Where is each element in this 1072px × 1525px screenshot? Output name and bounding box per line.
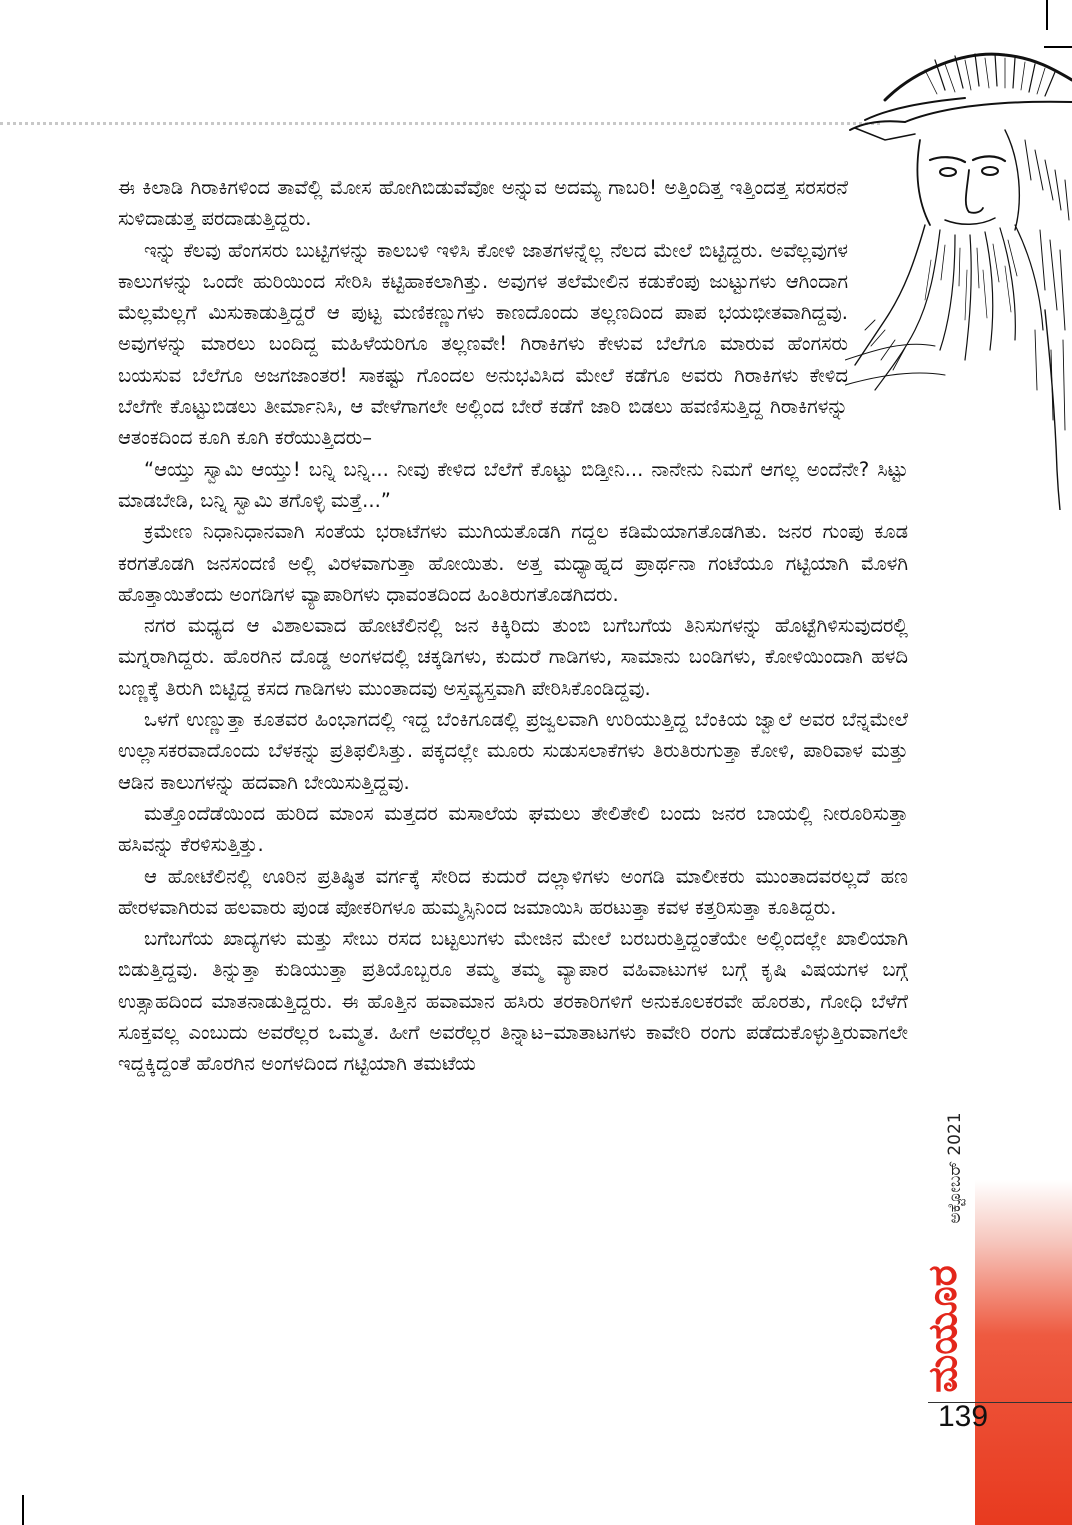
article-paragraph: ನಗರ ಮಧ್ಯದ ಆ ವಿಶಾಲವಾದ ಹೋಟೆಲಿನಲ್ಲಿ ಜನ ಕಿಕ್ಕಿರಿದು ತುಂಬಿ ಬಗೆಬಗೆಯ ತಿನಿಸುಗಳನ್ನು ಹೊಟ್ಟೆಗಿಳಿಸುವುದರಲ್ಲಿ ಮಗ್ನರಾಗಿದ್ದರು. ಹೊರಗಿನ ದೊಡ್ಡ ಅಂಗಳದಲ್ಲಿ ಚಕ್ಕಡಿಗಳು, ಕುದುರೆ ಗಾಡಿಗಳು, ಸಾಮಾನು ಬಂಡಿಗಳು, ಕೋಳಿಯಿಂದಾಗಿ ಹಳದಿ ಬಣ್ಣಕ್ಕೆ ತಿರುಗಿ ಬಿಟ್ಟಿದ್ದ ಕಸದ ಗಾಡಿಗಳು ಮುಂತಾದವು ಅಸ್ತವ್ಯಸ್ತವಾಗಿ ಪೇರಿಸಿಕೊಂಡಿದ್ದವು. (118, 614, 908, 700)
article-paragraph: ಮತ್ತೊಂದೆಡೆಯಿಂದ ಹುರಿದ ಮಾಂಸ ಮತ್ತದರ ಮಸಾಲೆಯ ಘಮಲು ತೇಲಿತೇಲಿ ಬಂದು ಜನರ ಬಾಯಲ್ಲಿ ನೀರೂರಿಸುತ್ತಾ ಹಸಿವನ್ನು ಕೆರಳಿಸುತ್ತಿತ್ತು. (118, 801, 908, 857)
page-number: 139 (938, 1400, 989, 1433)
magazine-color-block (975, 1180, 1072, 1525)
article-paragraph: ಆ ಹೋಟೆಲಿನಲ್ಲಿ ಊರಿನ ಪ್ರತಿಷ್ಠಿತ ವರ್ಗಕ್ಕೆ ಸೇರಿದ ಕುದುರೆ ದಲ್ಲಾಳಿಗಳು ಅಂಗಡಿ ಮಾಲೀಕರು ಮುಂತಾದವರಲ್ಲದೆ ಹಣ ಹೇರಳವಾಗಿರುವ ಹಲವಾರು ಪುಂಡ ಪೋಕರಿಗಳೂ ಹುಮ್ಮಸ್ಸಿನಿಂದ ಜಮಾಯಿಸಿ ಹರಟುತ್ತಾ ಕವಳ ಕತ್ತರಿಸುತ್ತಾ ಕೂತಿದ್ದರು. (118, 864, 908, 919)
article-paragraph: ಕ್ರಮೇಣ ನಿಧಾನಿಧಾನವಾಗಿ ಸಂತೆಯ ಭರಾಟೆಗಳು ಮುಗಿಯತೊಡಗಿ ಗದ್ದಲ ಕಡಿಮೆಯಾಗತೊಡಗಿತು. ಜನರ ಗುಂಪು ಕೂಡ ಕರಗತೊಡಗಿ ಜನಸಂದಣಿ ಅಲ್ಲಿ ವಿರಳವಾಗುತ್ತಾ ಹೋಯಿತು. ಅತ್ತ ಮಧ್ಯಾಹ್ನದ ಪ್ರಾರ್ಥನಾ ಗಂಟೆಯೂ ಗಟ್ಟಿಯಾಗಿ ಮೊಳಗಿ ಹೊತ್ತಾಯಿತೆಂದು ಅಂಗಡಿಗಳ ವ್ಯಾಪಾರಿಗಳು ಧಾವಂತದಿಂದ ಹಿಂತಿರುಗತೊಡಗಿದರು. (118, 520, 908, 606)
article-paragraph: ಈ ಕಿಲಾಡಿ ಗಿರಾಕಿಗಳಿಂದ ತಾವೆಲ್ಲಿ ಮೋಸ ಹೋಗಿಬಿಡುವೆವೋ ಅನ್ನುವ ಅದಮ್ಯ ಗಾಬರಿ! ಅತ್ತಿಂದಿತ್ತ ಇತ್ತಿಂದತ್ತ ಸರಸರನೆ ಸುಳಿದಾಡುತ್ತ ಪರದಾಡುತ್ತಿದ್ದರು. (118, 176, 848, 231)
crop-mark-bottom-left (22, 1495, 24, 1525)
article-paragraph: ಬಗೆಬಗೆಯ ಖಾದ್ಯಗಳು ಮತ್ತು ಸೇಬು ರಸದ ಬಟ್ಟಲುಗಳು ಮೇಜಿನ ಮೇಲೆ ಬರಬರುತ್ತಿದ್ದಂತೆಯೇ ಅಲ್ಲಿಂದಲ್ಲೇ ಖಾಲಿಯಾಗಿ ಬಿಡುತ್ತಿದ್ದವು. ತಿನ್ನುತ್ತಾ ಕುಡಿಯುತ್ತಾ ಪ್ರತಿಯೊಬ್ಬರೂ ತಮ್ಮ ತಮ್ಮ ವ್ಯಾಪಾರ ವಹಿವಾಟುಗಳ ಬಗ್ಗೆ ಕೃಷಿ ವಿಷಯಗಳ ಬಗ್ಗೆ ಉತ್ಸಾಹದಿಂದ ಮಾತನಾಡುತ್ತಿದ್ದರು. ಈ ಹೊತ್ತಿನ ಹವಾಮಾನ ಹಸಿರು ತರಕಾರಿಗಳಿಗೆ ಅನುಕೂಲಕರವೇ ಹೊರತು, ಗೋಧಿ ಬೆಳೆಗೆ ಸೂಕ್ತವಲ್ಲ ಎಂಬುದು ಅವರೆಲ್ಲರ ಒಮ್ಮತ. ಹೀಗೆ ಅವರೆಲ್ಲರ ತಿನ್ನಾಟ–ಮಾತಾಟಗಳು ಕಾವೇರಿ ರಂಗು ಪಡೆದುಕೊಳ್ಳುತ್ತಿರುವಾಗಲೇ ಇದ್ದಕ್ಕಿದ್ದಂತೆ ಹೊರಗಿನ ಅಂಗಳದಿಂದ ಗಟ್ಟಿಯಾಗಿ ತಮಟೆಯ (118, 927, 908, 1076)
crop-mark-top-right (1046, 0, 1048, 30)
article-body (118, 172, 908, 1080)
article-paragraph: ಇನ್ನು ಕೆಲವು ಹೆಂಗಸರು ಬುಟ್ಟಿಗಳನ್ನು ಕಾಲಬಳಿ ಇಳಿಸಿ ಕೋಳಿ ಜಾತಗಳನ್ನೆಲ್ಲ ನೆಲದ ಮೇಲೆ ಬಿಟ್ಟಿದ್ದರು. ಅವೆಲ್ಲವುಗಳ ಕಾಲುಗಳನ್ನು ಒಂದೇ ಹುರಿಯಿಂದ ಸೇರಿಸಿ ಕಟ್ಟಿಹಾಕಲಾಗಿತ್ತು. ಅವುಗಳ ತಲೆಮೇಲಿನ ಕಡುಕೆಂಪು ಜುಟ್ಟುಗಳು ಆಗಿಂದಾಗ ಮೆಲ್ಲಮೆಲ್ಲಗೆ ಮಿಸುಕಾಡುತ್ತಿದ್ದರೆ ಆ ಪುಟ್ಟ ಮಣಿಕಣ್ಣುಗಳು ಕಾಣದೊಂದು ತಲ್ಲಣದಿಂದ ಪಾಪ ಭಯಭೀತವಾಗಿದ್ದವು. ಅವುಗಳನ್ನು ಮಾರಲು ಬಂದಿದ್ದ ಮಹಿಳೆಯರಿಗೂ ತಲ್ಲಣವೇ! ಗಿರಾಕಿಗಳು ಕೇಳುವ ಬೆಲೆಗೂ ಮಾರುವ ಹೆಂಗಸರು ಬಯಸುವ ಬೆಲೆಗೂ ಅಜಗಜಾಂತರ! ಸಾಕಷ್ಟು ಗೊಂದಲ ಅನುಭವಿಸಿದ ಮೇಲೆ ಕಡೆಗೂ ಅವರು ಗಿರಾಕಿಗಳು ಕೇಳಿದ ಬೆಲೆಗೇ ಕೊಟ್ಟುಬಿಡಲು ತೀರ್ಮಾನಿಸಿ, ಆ ವೇಳೆಗಾಗಲೇ ಅಲ್ಲಿಂದ ಬೇರೆ ಕಡೆಗೆ ಜಾರಿ ಬಿಡಲು ಹವಣಿಸುತ್ತಿದ್ದ ಗಿರಾಕಿಗಳನ್ನು ಆತಂಕದಿಂದ ಕೂಗಿ ಕೂಗಿ ಕರೆಯುತ್ತಿದರು– (118, 238, 848, 450)
issue-date: ಅಕ್ಟೋಬರ್ 2021 (945, 1112, 965, 1224)
header-dotted-rule (0, 122, 880, 125)
magazine-name: ಮಯೂರ (920, 1265, 966, 1393)
article-paragraph: ಒಳಗೆ ಉಣ್ಣುತ್ತಾ ಕೂತವರ ಹಿಂಭಾಗದಲ್ಲಿ ಇದ್ದ ಬೆಂಕಿಗೂಡಲ್ಲಿ ಪ್ರಜ್ವಲವಾಗಿ ಉರಿಯುತ್ತಿದ್ದ ಬೆಂಕಿಯ ಜ್ವಾಲೆ ಅವರ ಬೆನ್ನಮೇಲೆ ಉಲ್ಲಾಸಕರವಾದೊಂದು ಬೆಳಕನ್ನು ಪ್ರತಿಫಲಿಸಿತ್ತು. ಪಕ್ಕದಲ್ಲೇ ಮೂರು ಸುಡುಸಲಾಕೆಗಳು ತಿರುತಿರುಗುತ್ತಾ ಕೋಳಿ, ಪಾರಿವಾಳ ಮತ್ತು ಆಡಿನ ಕಾಲುಗಳನ್ನು ಹದವಾಗಿ ಬೇಯಿಸುತ್ತಿದ್ದವು. (118, 708, 908, 794)
article-paragraph: “ಆಯ್ತು ಸ್ವಾಮಿ ಆಯ್ತು! ಬನ್ನಿ ಬನ್ನಿ... ನೀವು ಕೇಳಿದ ಬೆಲೆಗೆ ಕೊಟ್ಟು ಬಿಡ್ತೀನಿ... ನಾನೇನು ನಿಮಗೆ ಆಗಲ್ಲ ಅಂದೆನೇ? ಸಿಟ್ಟು ಮಾಡಬೇಡಿ, ಬನ್ನಿ ಸ್ವಾಮಿ ತಗೊಳ್ಳಿ ಮತ್ತೆ...” (118, 457, 908, 512)
